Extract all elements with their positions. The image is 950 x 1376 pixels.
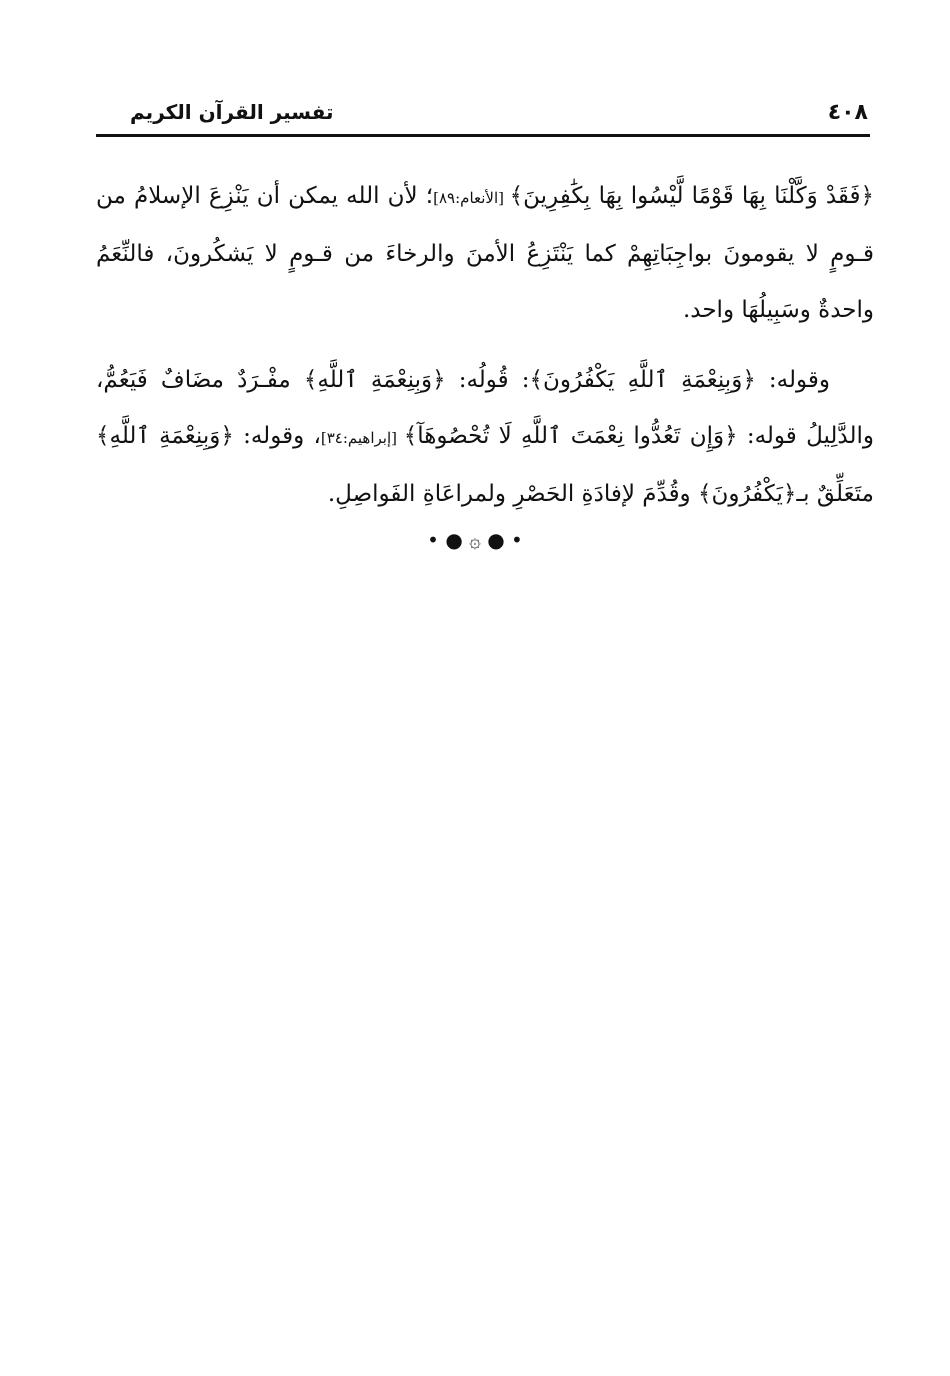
verse-reference: [الأنعام:٨٩] [433, 189, 510, 207]
quran-verse: يَكْفُرُونَ [711, 481, 783, 507]
quran-verse: وَبِنِعْمَةِ ٱللَّهِ [109, 423, 221, 449]
verse-bracket: ﴾ [403, 423, 418, 449]
verse-reference: [إبراهيم:٣٤] [320, 429, 404, 447]
verse-bracket: ﴾ [697, 481, 712, 507]
verse-bracket: ﴾ [303, 367, 318, 393]
verse-bracket: ﴿ [724, 423, 738, 449]
verse-bracket: ﴿ [432, 367, 446, 393]
quran-verse: وَإِن تَعُدُّوا نِعْمَتَ ٱللَّهِ لَا تُحْصُوهَآ [417, 423, 725, 449]
verse-bracket: ﴾ [96, 423, 110, 449]
verse-bracket: ﴾ [529, 367, 544, 393]
quran-verse: وَبِنِعْمَةِ ٱللَّهِ يَكْفُرُونَ [543, 367, 743, 393]
paragraph-2 [96, 352, 874, 522]
verse-bracket: ﴿ [220, 423, 234, 449]
body-text-run: متَعَلِّقٌ بـ [796, 481, 874, 507]
page-number: ٤٠٨ [827, 100, 868, 125]
verse-bracket: ﴿ [860, 183, 875, 209]
verse-bracket: ﴿ [742, 367, 756, 393]
book-title: تفسير القرآن الكريم [130, 100, 334, 124]
quran-verse: فَقَدْ وَكَّلْنَا بِهَا قَوْمًا لَّيْسُوا بِهَا بِكَٰفِرِينَ [523, 183, 861, 209]
body-text-run: : قُولُه: [445, 367, 530, 393]
page-header [96, 100, 868, 134]
verse-bracket: ﴿ [782, 481, 797, 507]
body-text-run: ، وقوله: [233, 423, 321, 449]
header-divider [96, 134, 870, 137]
body-text-run: وقُدِّمَ لإفادَةِ الحَصْرِ ولمراعَاةِ الفَواصِلِ. [327, 481, 698, 507]
body-text-run: ؛ لأن الله يمكن أن يَنْزِعَ الإسلامُ من قـومٍ لا يقومونَ بواجِبَاتِهِمْ كما يَنْتَزِعُ الأمنَ والرخاءَ من قـومٍ لا يَشكُرونَ، فالنِّعَمُ واحدةٌ وسَبِيلُهَا واحد. [96, 183, 874, 323]
body-text-run: مفْـرَدٌ مضَافٌ فَيَعُمُّ، والدَّلِيلُ قوله: [96, 367, 875, 449]
section-end-ornament: • ● ۞ ● • [427, 528, 523, 552]
quran-verse: وَبِنِعْمَةِ ٱللَّهِ [317, 367, 433, 393]
page-body [96, 168, 874, 522]
paragraph-1 [96, 168, 874, 338]
body-text-run: وقوله: [755, 367, 830, 393]
verse-bracket: ﴾ [509, 183, 524, 209]
